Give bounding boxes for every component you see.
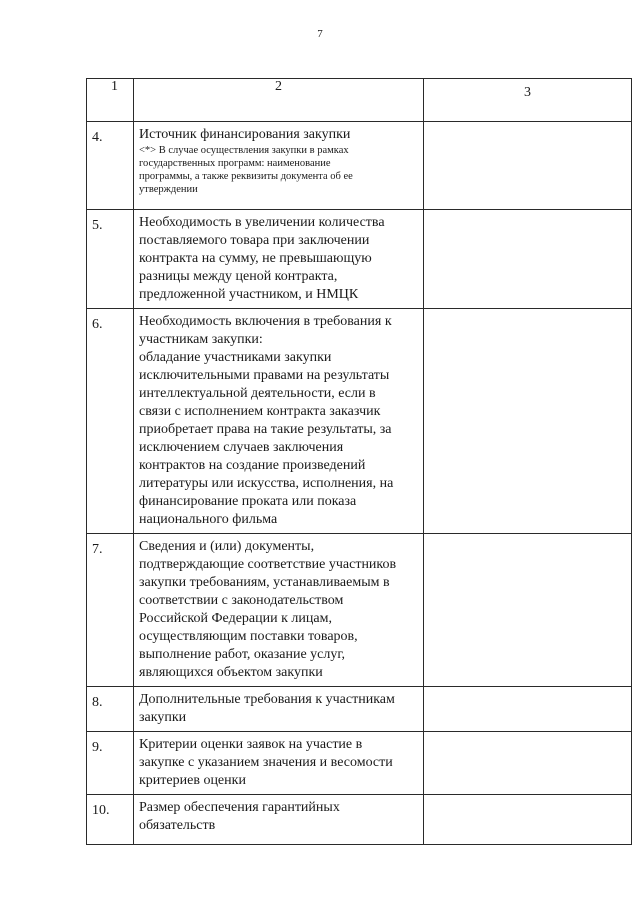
footnote-line: государственных программ: наименование — [139, 158, 331, 169]
table-row — [87, 795, 632, 845]
header-col-1: 1 — [87, 79, 134, 122]
description-line: Дополнительные требования к участникам — [139, 692, 395, 707]
description-line: поставляемого товара при заключении — [139, 233, 370, 248]
row-number: 6. — [87, 309, 134, 534]
description-line: обладание участниками закупки — [139, 350, 332, 365]
footnote-line: утверждении — [139, 184, 198, 195]
description-line: интеллектуальной деятельности, если в — [139, 386, 376, 401]
row-description — [134, 534, 424, 687]
row-number: 4. — [87, 122, 134, 210]
description-line: Размер обеспечения гарантийных — [139, 800, 340, 815]
row-number: 9. — [87, 732, 134, 795]
row-description — [134, 309, 424, 534]
row-value-cell — [424, 122, 632, 210]
description-line: Критерии оценки заявок на участие в — [139, 737, 363, 752]
row-description — [134, 795, 424, 845]
description-line: обязательств — [139, 818, 216, 833]
row-value-cell — [424, 534, 632, 687]
description-line: Сведения и (или) документы, — [139, 539, 315, 554]
table-row — [87, 687, 632, 732]
description-line: закупке с указанием значения и весомости — [139, 755, 393, 770]
header-col-2: 2 — [134, 79, 424, 122]
description-line: Источник финансирования закупки — [139, 127, 351, 142]
description-line: исключением случаев заключения — [139, 440, 344, 455]
row-value-cell — [424, 732, 632, 795]
page-number: 7 — [317, 28, 323, 40]
description-line: связи с исполнением контракта заказчик — [139, 404, 381, 419]
description-line: контракта на сумму, не превышающую — [139, 251, 372, 266]
description-line: контрактов на создание произведений — [139, 458, 366, 473]
description-line: осуществляющим поставки товаров, — [139, 629, 358, 644]
description-line: Необходимость включения в требования к — [139, 314, 392, 329]
description-line: финансирование проката или показа — [139, 494, 357, 509]
table-row — [87, 210, 632, 309]
row-number: 8. — [87, 687, 134, 732]
table-row — [87, 309, 632, 534]
row-value-cell — [424, 795, 632, 845]
description-line: критериев оценки — [139, 773, 246, 788]
description-line: участникам закупки: — [139, 332, 263, 347]
table-header-row — [87, 79, 632, 122]
row-description — [134, 122, 424, 210]
description-line: подтверждающие соответствие участников — [139, 557, 397, 572]
description-line: являющихся объектом закупки — [139, 665, 323, 680]
table-row — [87, 534, 632, 687]
row-description — [134, 687, 424, 732]
description-line: Необходимость в увеличении количества — [139, 215, 385, 230]
description-line: исключительными правами на результаты — [139, 368, 390, 383]
description-line: литературы или искусства, исполнения, на — [139, 476, 394, 491]
description-line: национального фильма — [139, 512, 278, 527]
row-description — [134, 732, 424, 795]
row-value-cell — [424, 309, 632, 534]
row-value-cell — [424, 210, 632, 309]
description-line: выполнение работ, оказание услуг, — [139, 647, 346, 662]
table-row — [87, 122, 632, 210]
description-line: соответствии с законодательством — [139, 593, 344, 608]
description-line: Российской Федерации к лицам, — [139, 611, 332, 626]
row-description — [134, 210, 424, 309]
row-number: 7. — [87, 534, 134, 687]
table-row — [87, 732, 632, 795]
procurement-table — [86, 78, 632, 845]
footnote-line: <*> В случае осуществления закупки в рамках — [139, 145, 349, 156]
description-line: закупки — [139, 710, 187, 725]
description-line: разницы между ценой контракта, — [139, 269, 338, 284]
description-line: предложенной участником, и НМЦК — [139, 287, 359, 302]
row-number: 5. — [87, 210, 134, 309]
footnote-line: программы, а также реквизиты документа об ее — [139, 171, 353, 182]
row-value-cell — [424, 687, 632, 732]
description-line: приобретает права на такие результаты, за — [139, 422, 392, 437]
row-number: 10. — [87, 795, 134, 845]
header-col-3: 3 — [424, 79, 632, 122]
description-line: закупки требованиям, устанавливаемым в — [139, 575, 390, 590]
